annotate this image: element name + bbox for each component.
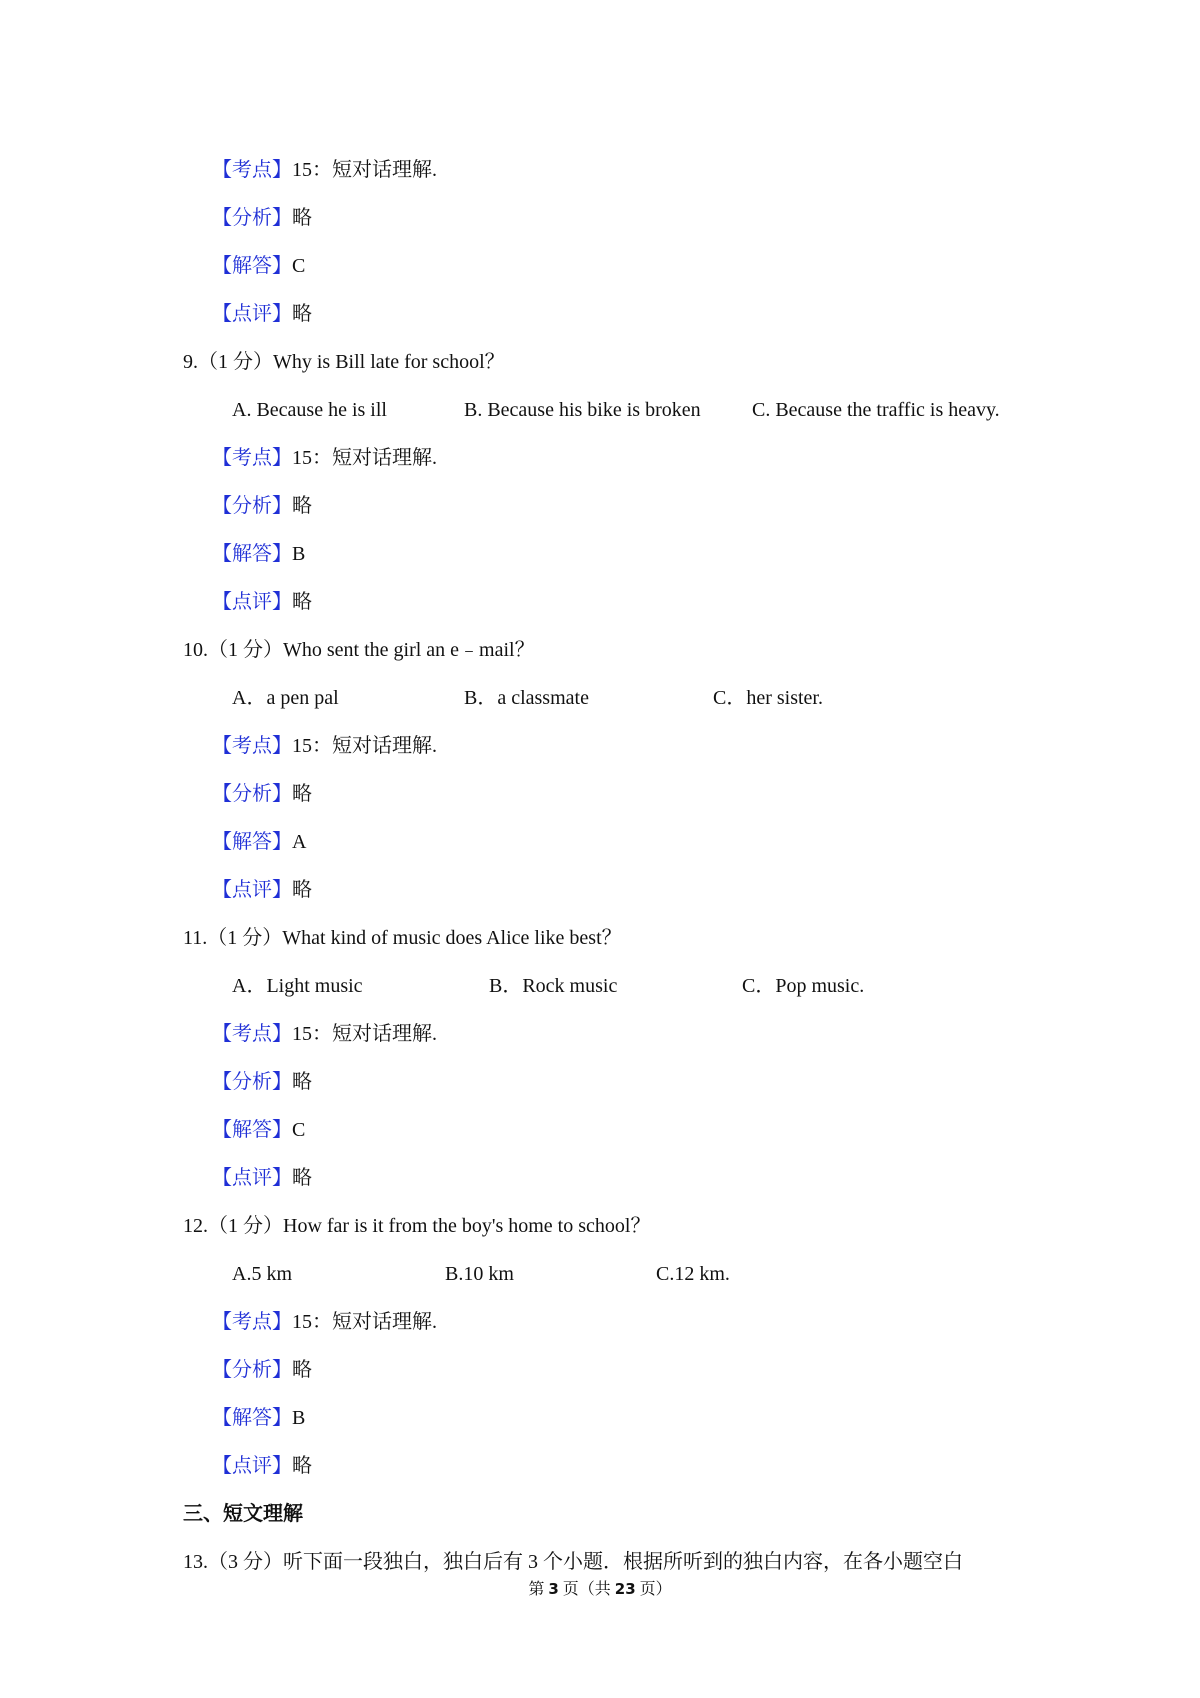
kaodian-value: 15：短对话理解.	[292, 447, 437, 469]
question-stem: 13.（3 分）听下面一段独白，独白后有 3 个小题．根据所听到的独白内容，在各小题空白	[183, 1551, 963, 1573]
fenxi-label: 【分析】	[212, 207, 292, 229]
analysis-kaodian	[212, 445, 437, 471]
dianping-value: 略	[292, 1455, 312, 1477]
kaodian-value: 15：短对话理解.	[292, 1311, 437, 1333]
analysis-dianping	[212, 1453, 312, 1479]
fenxi-value: 略	[292, 207, 312, 229]
analysis-jieda	[212, 541, 305, 567]
jieda-value: C	[292, 255, 306, 277]
analysis-jieda	[212, 1405, 305, 1431]
option-a: A.5 km	[232, 1263, 292, 1285]
fenxi-label: 【分析】	[212, 1359, 292, 1381]
jieda-label: 【解答】	[212, 255, 292, 277]
jieda-label: 【解答】	[212, 831, 292, 853]
option-b: B．a classmate	[464, 687, 589, 709]
analysis-kaodian	[212, 1021, 437, 1047]
analysis-dianping	[212, 589, 312, 615]
fenxi-value: 略	[292, 495, 312, 517]
fenxi-label: 【分析】	[212, 495, 292, 517]
footer-suffix: 页）	[635, 1581, 672, 1598]
dianping-value: 略	[292, 1167, 312, 1189]
jieda-label: 【解答】	[212, 543, 292, 565]
kaodian-label: 【考点】	[212, 159, 292, 181]
option-a: A. Because he is ill	[232, 399, 387, 421]
fenxi-value: 略	[292, 783, 312, 805]
kaodian-value: 15：短对话理解.	[292, 1023, 437, 1045]
question-stem: 11.（1 分）What kind of music does Alice like best？	[183, 927, 622, 949]
footer-total-pages: 23	[614, 1580, 636, 1598]
dianping-label: 【点评】	[212, 879, 292, 901]
analysis-jieda	[212, 829, 306, 855]
footer-mid: 页（共	[558, 1581, 615, 1598]
kaodian-label: 【考点】	[212, 1311, 292, 1333]
dianping-label: 【点评】	[212, 303, 292, 325]
analysis-fenxi	[212, 205, 312, 231]
dianping-value: 略	[292, 879, 312, 901]
jieda-label: 【解答】	[212, 1407, 292, 1429]
dianping-label: 【点评】	[212, 1167, 292, 1189]
footer-prefix: 第	[528, 1581, 549, 1598]
option-c: C. Because the traffic is heavy.	[752, 399, 1000, 421]
question-stem: 10.（1 分）Who sent the girl an e﹣mail？	[183, 639, 535, 661]
option-c: C．her sister.	[713, 687, 823, 709]
dianping-label: 【点评】	[212, 1455, 292, 1477]
page-footer	[0, 1578, 1200, 1601]
analysis-fenxi	[212, 1357, 312, 1383]
kaodian-label: 【考点】	[212, 1023, 292, 1045]
option-a: A．a pen pal	[232, 687, 339, 709]
analysis-dianping	[212, 1165, 312, 1191]
analysis-kaodian	[212, 1309, 437, 1335]
section-title: 三、短文理解	[183, 1503, 303, 1525]
option-b: B. Because his bike is broken	[464, 399, 701, 421]
option-b: B．Rock music	[489, 975, 618, 997]
jieda-value: C	[292, 1119, 306, 1141]
kaodian-label: 【考点】	[212, 735, 292, 757]
kaodian-value: 15：短对话理解.	[292, 735, 437, 757]
option-c: C．Pop music.	[742, 975, 865, 997]
jieda-label: 【解答】	[212, 1119, 292, 1141]
fenxi-value: 略	[292, 1359, 312, 1381]
dianping-label: 【点评】	[212, 591, 292, 613]
jieda-value: B	[292, 543, 306, 565]
jieda-value: B	[292, 1407, 306, 1429]
analysis-fenxi	[212, 781, 312, 807]
jieda-value: A	[292, 831, 307, 853]
question-stem: 12.（1 分）How far is it from the boy's home to school？	[183, 1215, 651, 1237]
option-a: A．Light music	[232, 975, 363, 997]
fenxi-value: 略	[292, 1071, 312, 1093]
kaodian-value: 15：短对话理解.	[292, 159, 437, 181]
analysis-jieda	[212, 253, 305, 279]
dianping-value: 略	[292, 303, 312, 325]
question-stem: 9.（1 分）Why is Bill late for school？	[183, 351, 505, 373]
fenxi-label: 【分析】	[212, 783, 292, 805]
footer-page-number: 3	[548, 1580, 559, 1598]
kaodian-label: 【考点】	[212, 447, 292, 469]
analysis-fenxi	[212, 493, 312, 519]
fenxi-label: 【分析】	[212, 1071, 292, 1093]
analysis-dianping	[212, 301, 312, 327]
analysis-dianping	[212, 877, 312, 903]
analysis-kaodian	[212, 157, 437, 183]
dianping-value: 略	[292, 591, 312, 613]
option-c: C.12 km.	[656, 1263, 730, 1285]
option-b: B.10 km	[445, 1263, 514, 1285]
analysis-jieda	[212, 1117, 305, 1143]
analysis-kaodian	[212, 733, 437, 759]
analysis-fenxi	[212, 1069, 312, 1095]
